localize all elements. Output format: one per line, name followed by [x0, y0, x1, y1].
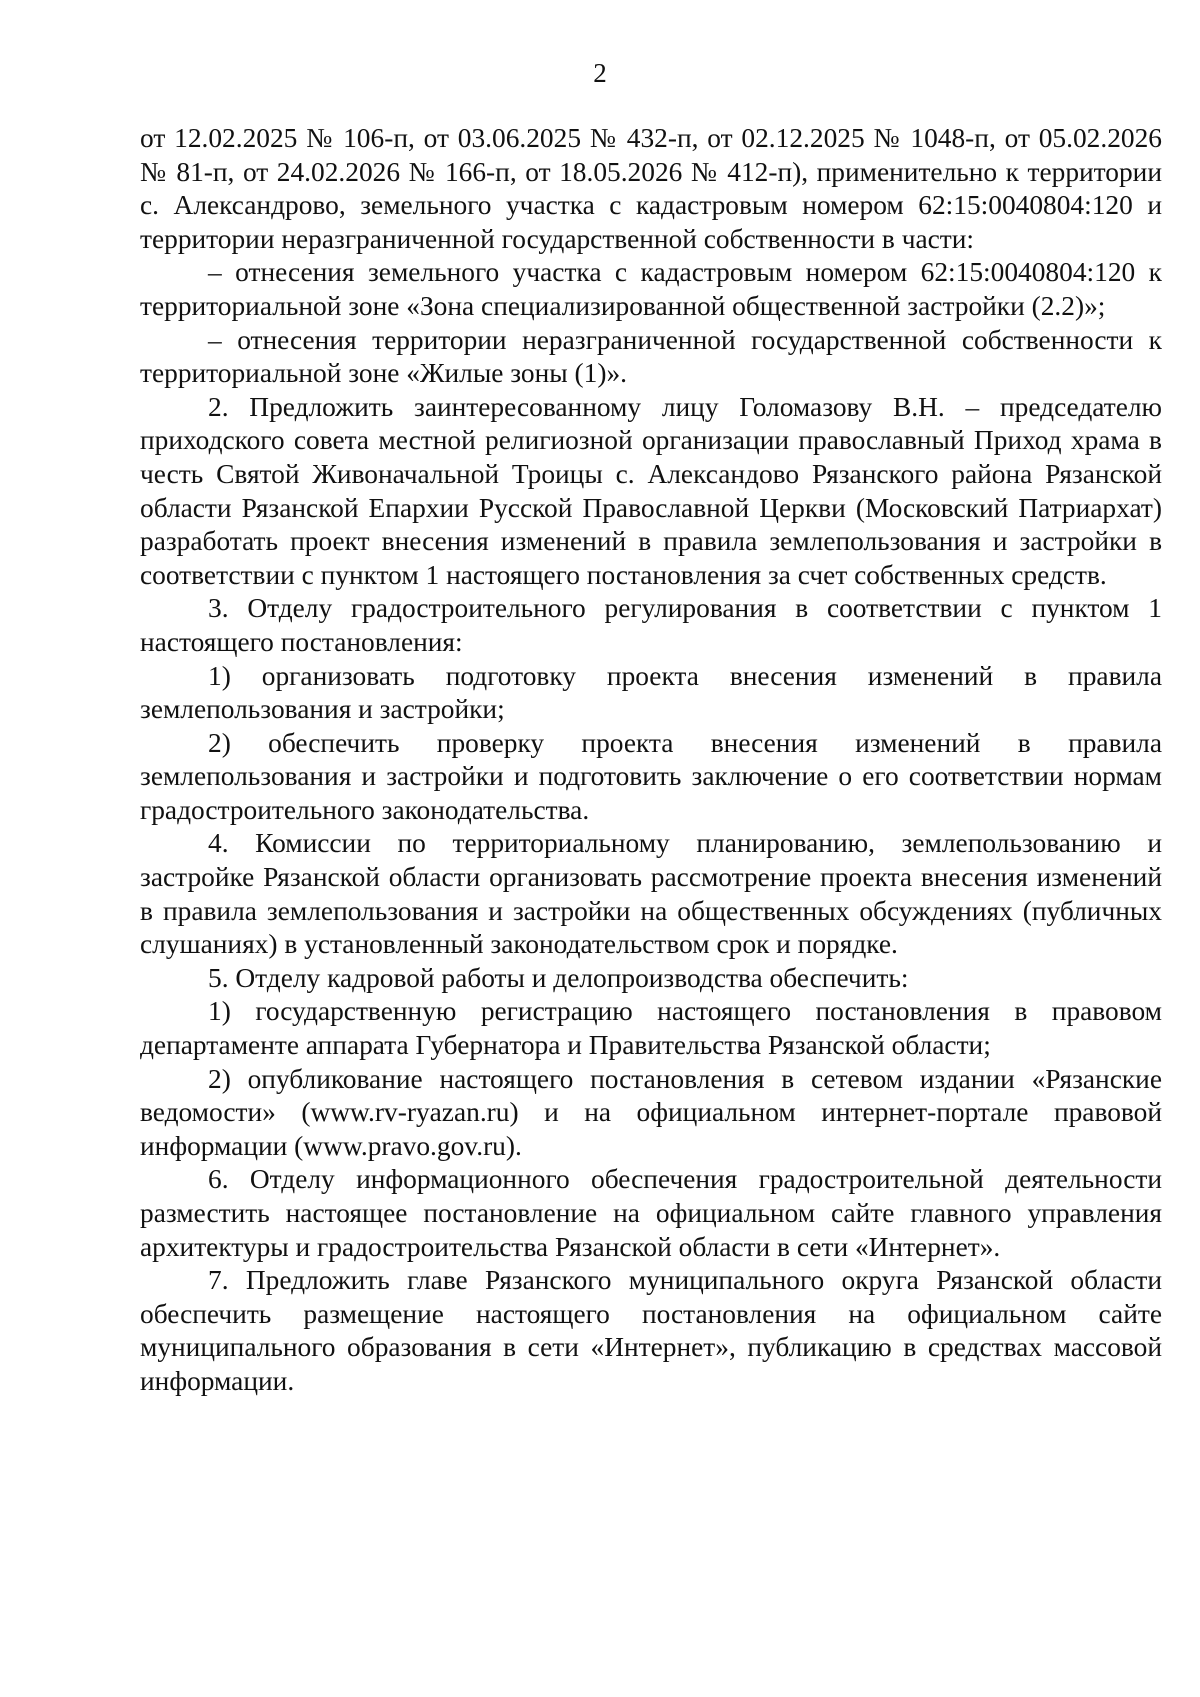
paragraph-item-5-2: 2) опубликование настоящего постановления в сетевом издании «Рязанские ведомости» (www.rv-ryazan.ru) и на официальном интернет-портале правовой информации (www.pravo.gov.ru). [140, 1063, 1162, 1161]
paragraph-item-5: 5. Отделу кадровой работы и делопроизводства обеспечить: [208, 962, 909, 993]
paragraph-item-3-2: 2) обеспечить проверку проекта внесения изменений в правила землепользования и застройки и подготовить заключение о его соответствии нормам градостроительного законодательства. [140, 727, 1162, 825]
paragraph-item-3: 3. Отделу градостроительного регулирования в соответствии с пунктом 1 настоящего постановления: [140, 593, 1162, 657]
paragraph-dash-item-1: – отнесения земельного участка с кадастровым номером 62:15:0040804:120 к территориальной зоне «Зона специализированной общественной застройки (2.2)»; [140, 257, 1162, 321]
paragraph-item-2: 2. Предложить заинтересованному лицу Голомазову В.Н. – председателю приходского совета местной религиозной организации православный Приход храма в честь Святой Живоначальной Троицы с. Александово Рязанского района Рязанской области Рязанской Епархии Русской Православной Церкви (Московский Патриархат) разработать проект внесения изменений в правила землепользования и застройки в соответствии с пунктом 1 настоящего постановления за счет собственных средств. [140, 391, 1162, 590]
paragraph-dash-item-2: – отнесения территории неразграниченной государственной собственности к территориальной зоне «Жилые зоны (1)». [140, 324, 1162, 389]
paragraph-item-3-1: 1) организовать подготовку проекта внесения изменений в правила землепользования и застройки; [140, 660, 1162, 725]
paragraph-item-6: 6. Отделу информационного обеспечения градостроительной деятельности разместить настоящее постановление на официальном сайте главного управления архитектуры и градостроительства Рязанской области в сети «Интернет». [140, 1164, 1162, 1262]
paragraph-item-4: 4. Комиссии по территориальному планированию, землепользованию и застройке Рязанской области организовать рассмотрение проекта внесения изменений в правила землепользования и застройки на общественных обсуждениях (публичных слушаниях) в установленный законодательством срок и порядке. [140, 828, 1162, 960]
page-number: 2 [593, 58, 607, 88]
document-body [140, 122, 1162, 1399]
paragraph-item-7: 7. Предложить главе Рязанского муниципального округа Рязанской области обеспечить размещение настоящего постановления на официальном сайте муниципального образования в сети «Интернет», публикацию в средствах массовой информации. [140, 1265, 1162, 1396]
paragraph-item-5-1: 1) государственную регистрацию настоящего постановления в правовом департаменте аппарата Губернатора и Правительства Рязанской области; [140, 996, 1162, 1061]
paragraph-continuation: от 12.02.2025 № 106-п, от 03.06.2025 № 432-п, от 02.12.2025 № 1048-п, от 05.02.2026 № 81-п, от 24.02.2026 № 166-п, от 18.05.2026 № 412-п), применительно к территории с. Александрово, земельного участка с кадастровым номером 62:15:0040804:120 и территории неразграниченной государственной собственности в части: [140, 123, 1162, 254]
